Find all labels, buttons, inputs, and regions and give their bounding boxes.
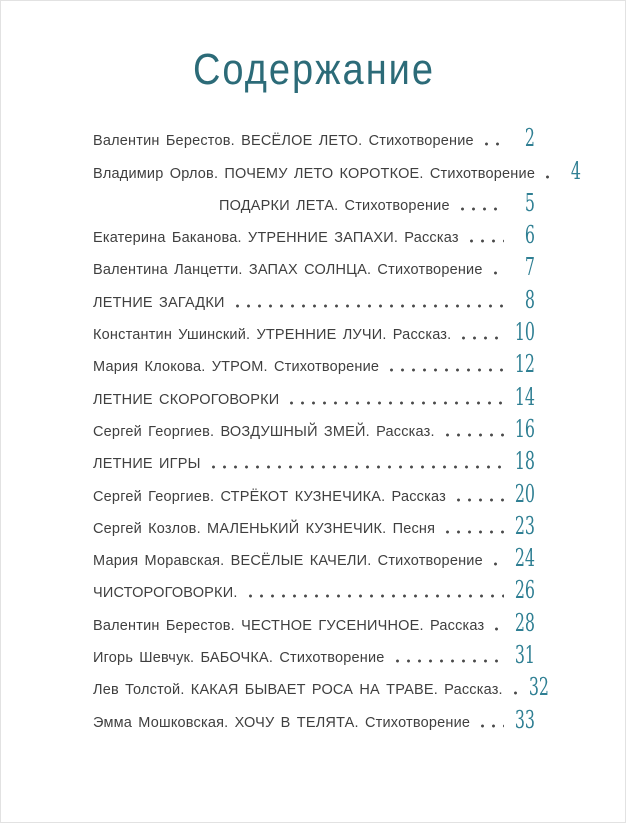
toc-entry-text: Сергей Георгиев. СТРЁКОТ КУЗНЕЧИКА. Рассказ bbox=[93, 488, 446, 505]
toc-row bbox=[93, 544, 535, 576]
toc-row bbox=[93, 608, 535, 640]
toc-entry-text: Сергей Георгиев. ВОЗДУШНЫЙ ЗМЕЙ. Рассказ. bbox=[93, 423, 435, 440]
toc-entry-text: Валентин Берестов. ЧЕСТНОЕ ГУСЕНИЧНОЕ. Рассказ bbox=[93, 617, 485, 634]
dot-leader bbox=[453, 498, 504, 502]
toc-entry-text: Валентина Ланцетти. ЗАПАХ СОЛНЦА. Стихотворение bbox=[93, 262, 483, 279]
toc-entry-text: Игорь Шевчук. БАБОЧКА. Стихотворение bbox=[93, 650, 385, 667]
dot-leader bbox=[490, 562, 504, 566]
toc-row bbox=[93, 705, 535, 737]
dot-leader bbox=[542, 175, 550, 179]
toc-row bbox=[93, 415, 535, 447]
toc-page bbox=[1, 1, 625, 822]
toc-row bbox=[93, 318, 535, 350]
toc-entry-text: Владимир Орлов. ПОЧЕМУ ЛЕТО КОРОТКОЕ. Стихотворение bbox=[93, 165, 536, 182]
toc-entry-text: Екатерина Баканова. УТРЕННИЕ ЗАПАХИ. Рассказ bbox=[93, 230, 459, 247]
dot-leader bbox=[510, 691, 518, 695]
toc-entry-page-number: 7 bbox=[524, 254, 535, 283]
toc-row bbox=[93, 156, 582, 188]
toc-row bbox=[93, 221, 535, 253]
toc-row bbox=[93, 253, 535, 285]
toc-row bbox=[93, 124, 535, 156]
toc-entry-page-number: 16 bbox=[514, 415, 535, 444]
dot-leader bbox=[457, 207, 504, 211]
dot-leader bbox=[442, 530, 504, 534]
dot-leader bbox=[458, 336, 504, 340]
toc-entry-text: ПОДАРКИ ЛЕТА. Стихотворение bbox=[219, 197, 450, 214]
toc-entry-page-number: 31 bbox=[514, 641, 535, 670]
dot-leader bbox=[442, 433, 504, 437]
dot-leader bbox=[481, 142, 504, 146]
toc-entry-text: ЛЕТНИЕ ИГРЫ bbox=[93, 456, 201, 473]
toc-row bbox=[93, 382, 535, 414]
toc-entry-page-number: 10 bbox=[514, 318, 535, 347]
toc-row bbox=[93, 673, 549, 705]
toc-entry-text: Мария Моравская. ВЕСЁЛЫЕ КАЧЕЛИ. Стихотворение bbox=[93, 553, 483, 570]
toc-entry-page-number: 20 bbox=[514, 480, 535, 509]
toc-row bbox=[93, 189, 535, 221]
toc-entry-text: ЛЕТНИЕ СКОРОГОВОРКИ bbox=[93, 391, 280, 408]
toc-row bbox=[93, 285, 535, 317]
toc-entry-page-number: 4 bbox=[571, 157, 582, 186]
dot-leader bbox=[392, 659, 504, 663]
page-title: Содержание bbox=[192, 46, 436, 95]
toc-entry-page-number: 5 bbox=[524, 189, 535, 218]
toc-entry-page-number: 18 bbox=[514, 447, 535, 476]
toc-row bbox=[93, 447, 535, 479]
toc-entry-text: Константин Ушинский. УТРЕННИЕ ЛУЧИ. Рассказ. bbox=[93, 327, 452, 344]
dot-leader bbox=[491, 627, 504, 631]
toc-entry-page-number: 14 bbox=[514, 383, 535, 412]
toc-row bbox=[93, 576, 535, 608]
toc-entry-page-number: 33 bbox=[514, 706, 535, 735]
dot-leader bbox=[232, 304, 504, 308]
toc-row bbox=[93, 350, 535, 382]
toc-entry-page-number: 28 bbox=[514, 609, 535, 638]
toc-entry-text: ЧИСТОРОГОВОРКИ. bbox=[93, 585, 238, 602]
dot-leader bbox=[466, 239, 504, 243]
toc-entry-page-number: 12 bbox=[514, 351, 535, 380]
toc-entry-text: Сергей Козлов. МАЛЕНЬКИЙ КУЗНЕЧИК. Песня bbox=[93, 520, 436, 537]
toc-entry-text: ЛЕТНИЕ ЗАГАДКИ bbox=[93, 294, 225, 311]
toc-entry-text: Валентин Берестов. ВЕСЁЛОЕ ЛЕТО. Стихотворение bbox=[93, 133, 474, 150]
toc-entry-text: Эмма Мошковская. ХОЧУ В ТЕЛЯТА. Стихотворение bbox=[93, 714, 471, 731]
toc-entry-page-number: 2 bbox=[524, 124, 535, 153]
dot-leader bbox=[286, 401, 504, 405]
toc-entry-page-number: 26 bbox=[514, 577, 535, 606]
toc-entry-page-number: 6 bbox=[524, 221, 535, 250]
toc-row bbox=[93, 512, 535, 544]
toc-list bbox=[93, 124, 582, 738]
dot-leader bbox=[208, 465, 504, 469]
toc-entry-page-number: 32 bbox=[528, 673, 549, 702]
toc-row bbox=[93, 479, 535, 511]
toc-entry-page-number: 23 bbox=[514, 512, 535, 541]
toc-entry-text: Лев Толстой. КАКАЯ БЫВАЕТ РОСА НА ТРАВЕ. Рассказ. bbox=[93, 682, 503, 699]
toc-entry-page-number: 24 bbox=[514, 544, 535, 573]
dot-leader bbox=[245, 594, 504, 598]
dot-leader bbox=[386, 368, 504, 372]
dot-leader bbox=[490, 271, 504, 275]
toc-entry-text: Мария Клокова. УТРОМ. Стихотворение bbox=[93, 359, 380, 376]
toc-row bbox=[93, 641, 535, 673]
dot-leader bbox=[477, 724, 504, 728]
toc-entry-page-number: 8 bbox=[524, 286, 535, 315]
